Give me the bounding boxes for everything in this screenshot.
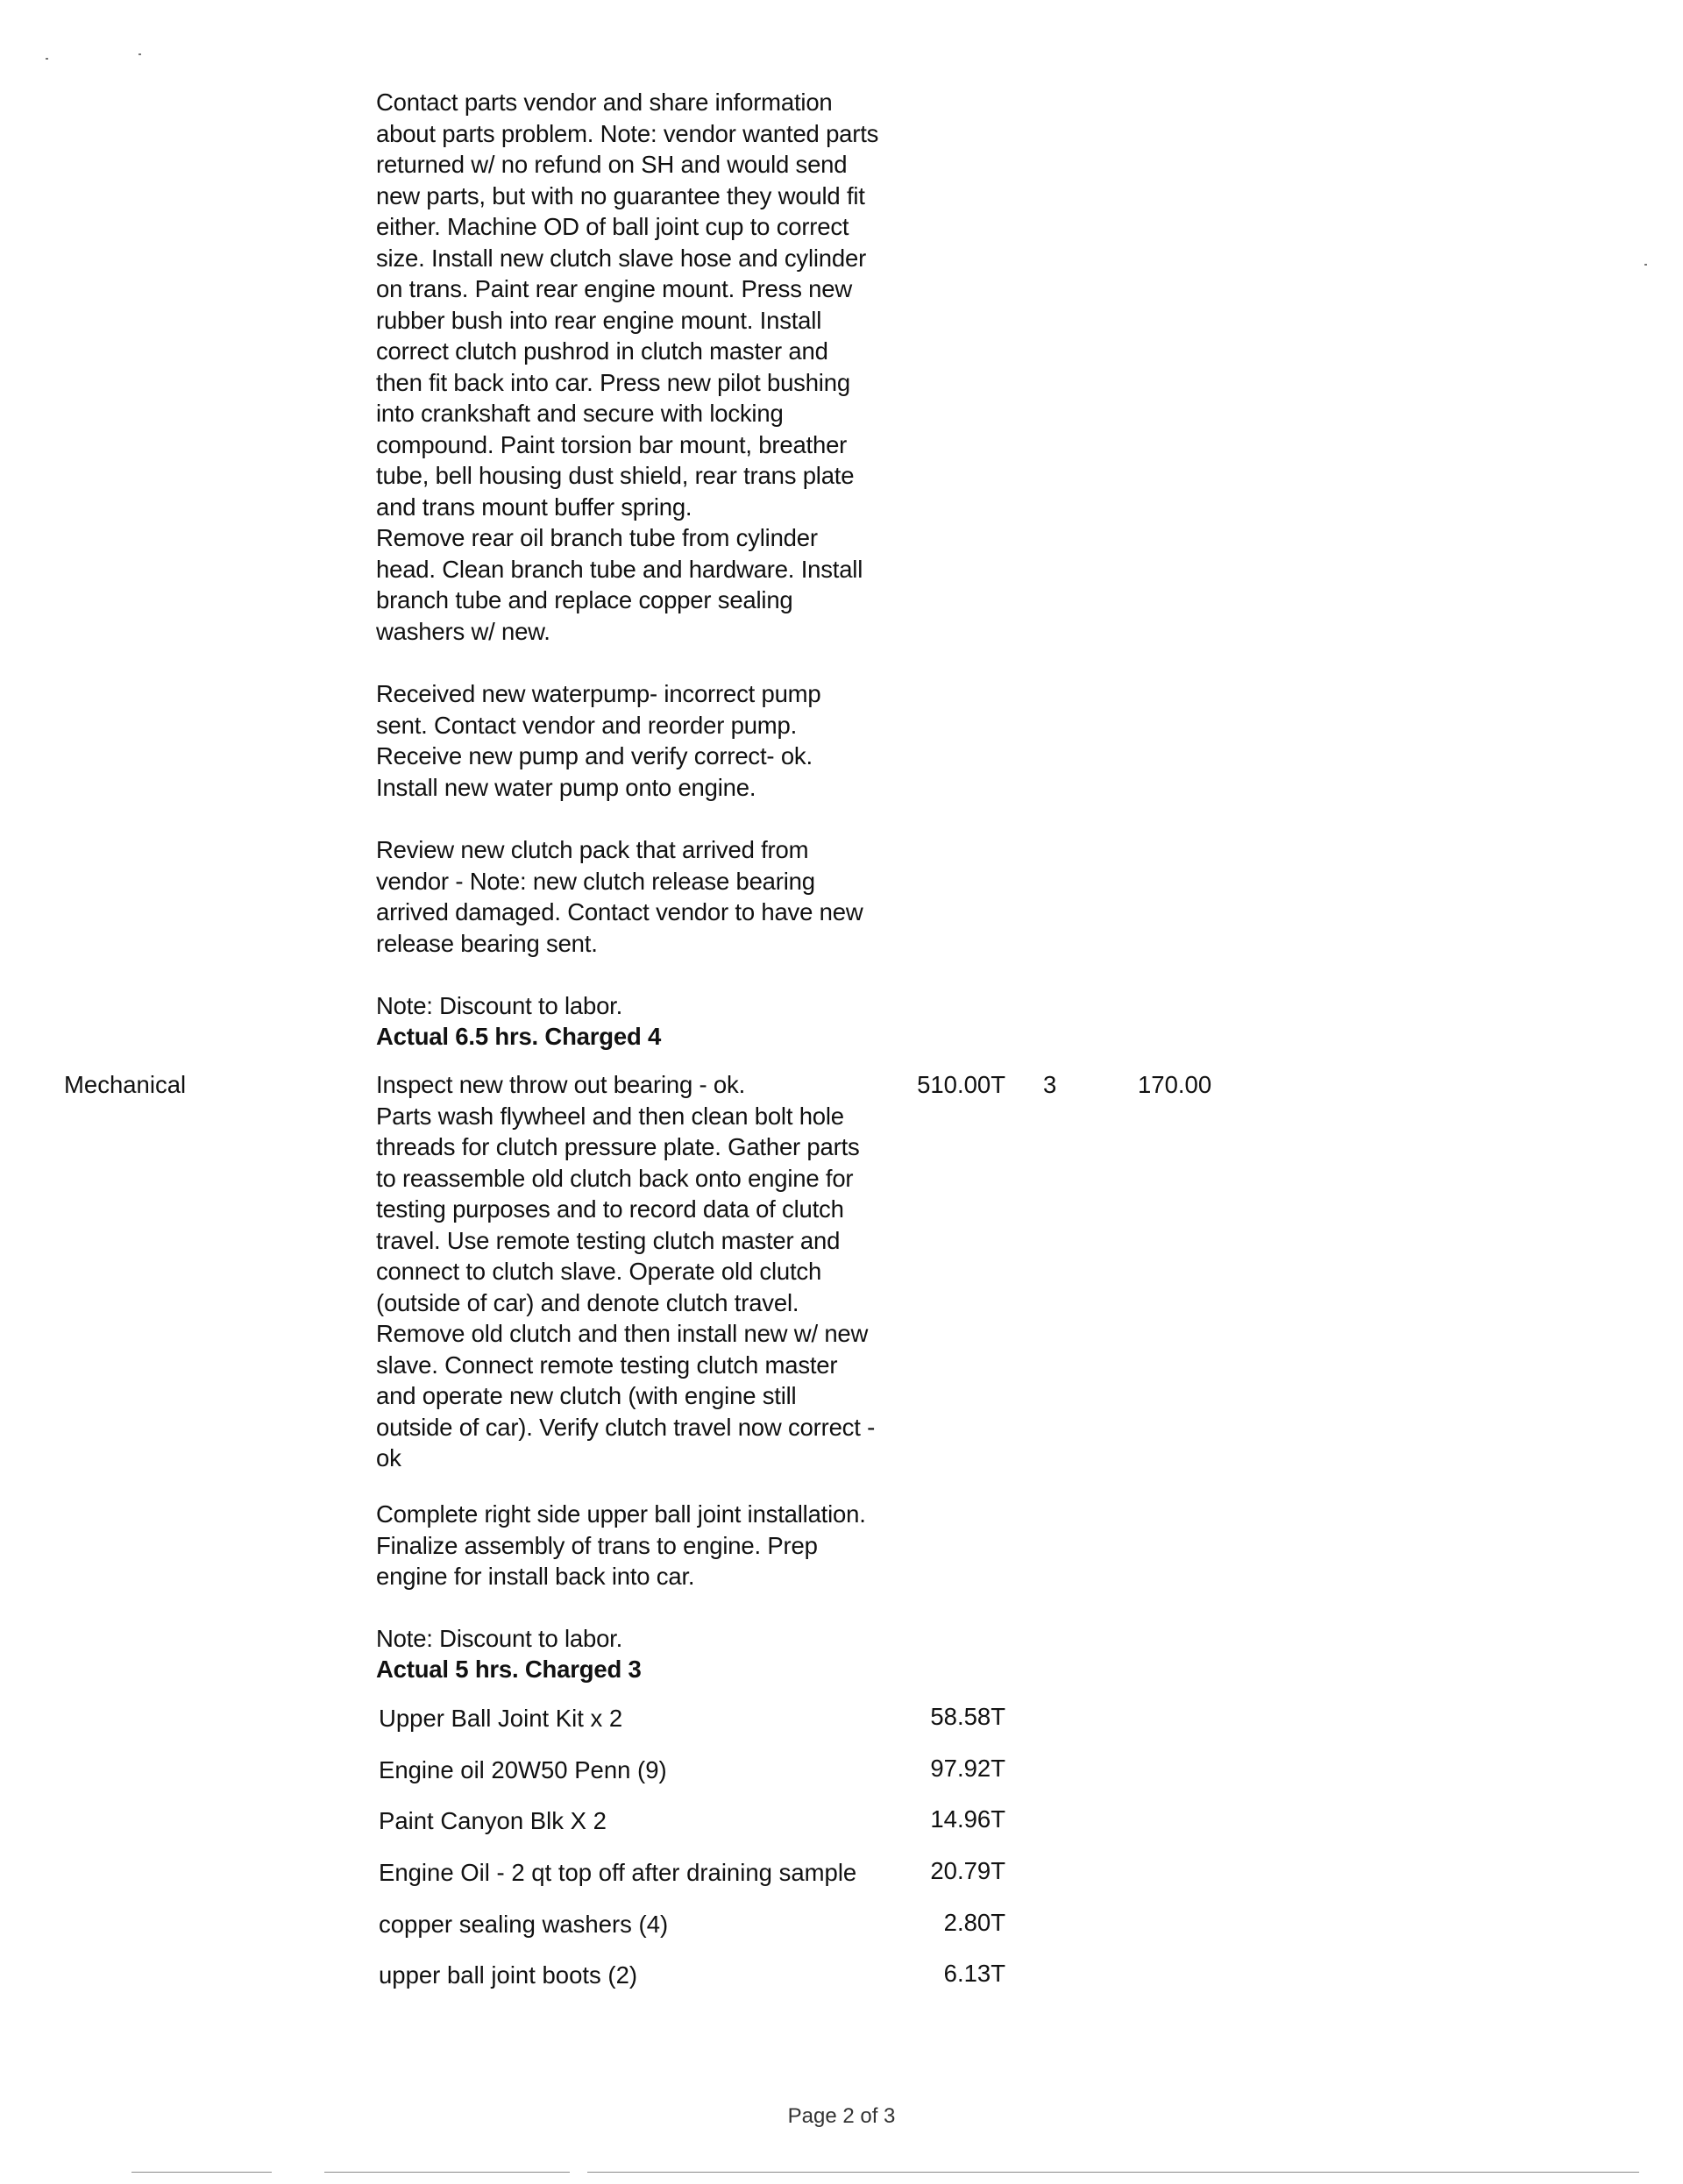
labor-rate: 170.00 — [1138, 1071, 1212, 1098]
actual-hours-2: Actual 5 hrs. Charged 3 — [376, 1656, 642, 1683]
part-amount: 97.92T — [930, 1755, 1005, 1782]
scan-edge-line — [324, 2172, 570, 2173]
discount-note-2: Note: Discount to labor. — [376, 1625, 623, 1652]
part-amount: 6.13T — [943, 1960, 1005, 1987]
scan-edge-line — [131, 2172, 272, 2173]
scan-speck — [138, 53, 141, 55]
scan-speck — [1644, 264, 1647, 266]
part-amount: 2.80T — [943, 1909, 1005, 1936]
clutch-pack-note: Review new clutch pack that arrived from vendor - Note: new clutch release bearing arrived damaged. Contact vendor to have new release bearing sent. — [376, 836, 863, 957]
part-name: Engine oil 20W50 Penn (9) — [379, 1756, 667, 1783]
scan-speck — [46, 58, 48, 60]
part-name: Engine Oil - 2 qt top off after draining sample — [379, 1859, 857, 1886]
part-amount: 58.58T — [930, 1703, 1005, 1730]
page-number: Page 2 of 3 — [787, 2104, 896, 2128]
ball-joint-note: Complete right side upper ball joint installation. Finalize assembly of trans to engine. Prep engine for install back into car. — [376, 1500, 866, 1590]
waterpump-note: Received new waterpump- incorrect pump sent. Contact vendor and reorder pump. Receive new pump and verify correct- ok. Install new water pump onto engine. — [376, 680, 821, 801]
labor-category: Mechanical — [64, 1071, 187, 1098]
part-name: copper sealing washers (4) — [379, 1911, 669, 1938]
scan-edge-line — [587, 2172, 1639, 2173]
part-name: upper ball joint boots (2) — [379, 1961, 638, 1989]
labor-amount: 510.00T — [917, 1071, 1005, 1098]
part-name: Paint Canyon Blk X 2 — [379, 1807, 607, 1834]
actual-hours-1: Actual 6.5 hrs. Charged 4 — [376, 1023, 662, 1050]
part-amount: 14.96T — [930, 1805, 1005, 1833]
part-amount: 20.79T — [930, 1857, 1005, 1884]
work-description-continued: Contact parts vendor and share information about parts problem. Note: vendor wanted parts returned w/ no refund on SH and would send new parts, but with no guarantee they would fit either. Machine OD of ball joint cup to correct size. Install new clutch slave hose and cylinder on trans. Paint rear engine mount. Press new rubber bush into rear engine mount. Install correct clutch pushrod in clutch master and then fit back into car. Press new pilot bushing into crankshaft and secure with locking compound. Paint torsion bar mount, breather tube, bell housing dust shield, rear trans plate and trans mount buffer spring. Remove rear oil branch tube from cylinder head. Clean branch tube and hardware. Install branch tube and replace copper sealing washers w/ new. — [376, 89, 879, 645]
part-name: Upper Ball Joint Kit x 2 — [379, 1705, 623, 1732]
labor-quantity: 3 — [1043, 1071, 1057, 1098]
discount-note-1: Note: Discount to labor. — [376, 992, 623, 1019]
mechanical-work-description: Inspect new throw out bearing - ok. Parts wash flywheel and then clean bolt hole threads for clutch pressure plate. Gather parts to reassemble old clutch back onto engine for testing purposes and to record data of clutch travel. Use remote testing clutch master and connect to clutch slave. Operate old clutch (outside of car) and denote clutch travel. Remove old clutch and then install new w/ new slave. Connect remote testing clutch master and operate new clutch (with engine still outside of car). Verify clutch travel now correct - ok — [376, 1071, 876, 1471]
